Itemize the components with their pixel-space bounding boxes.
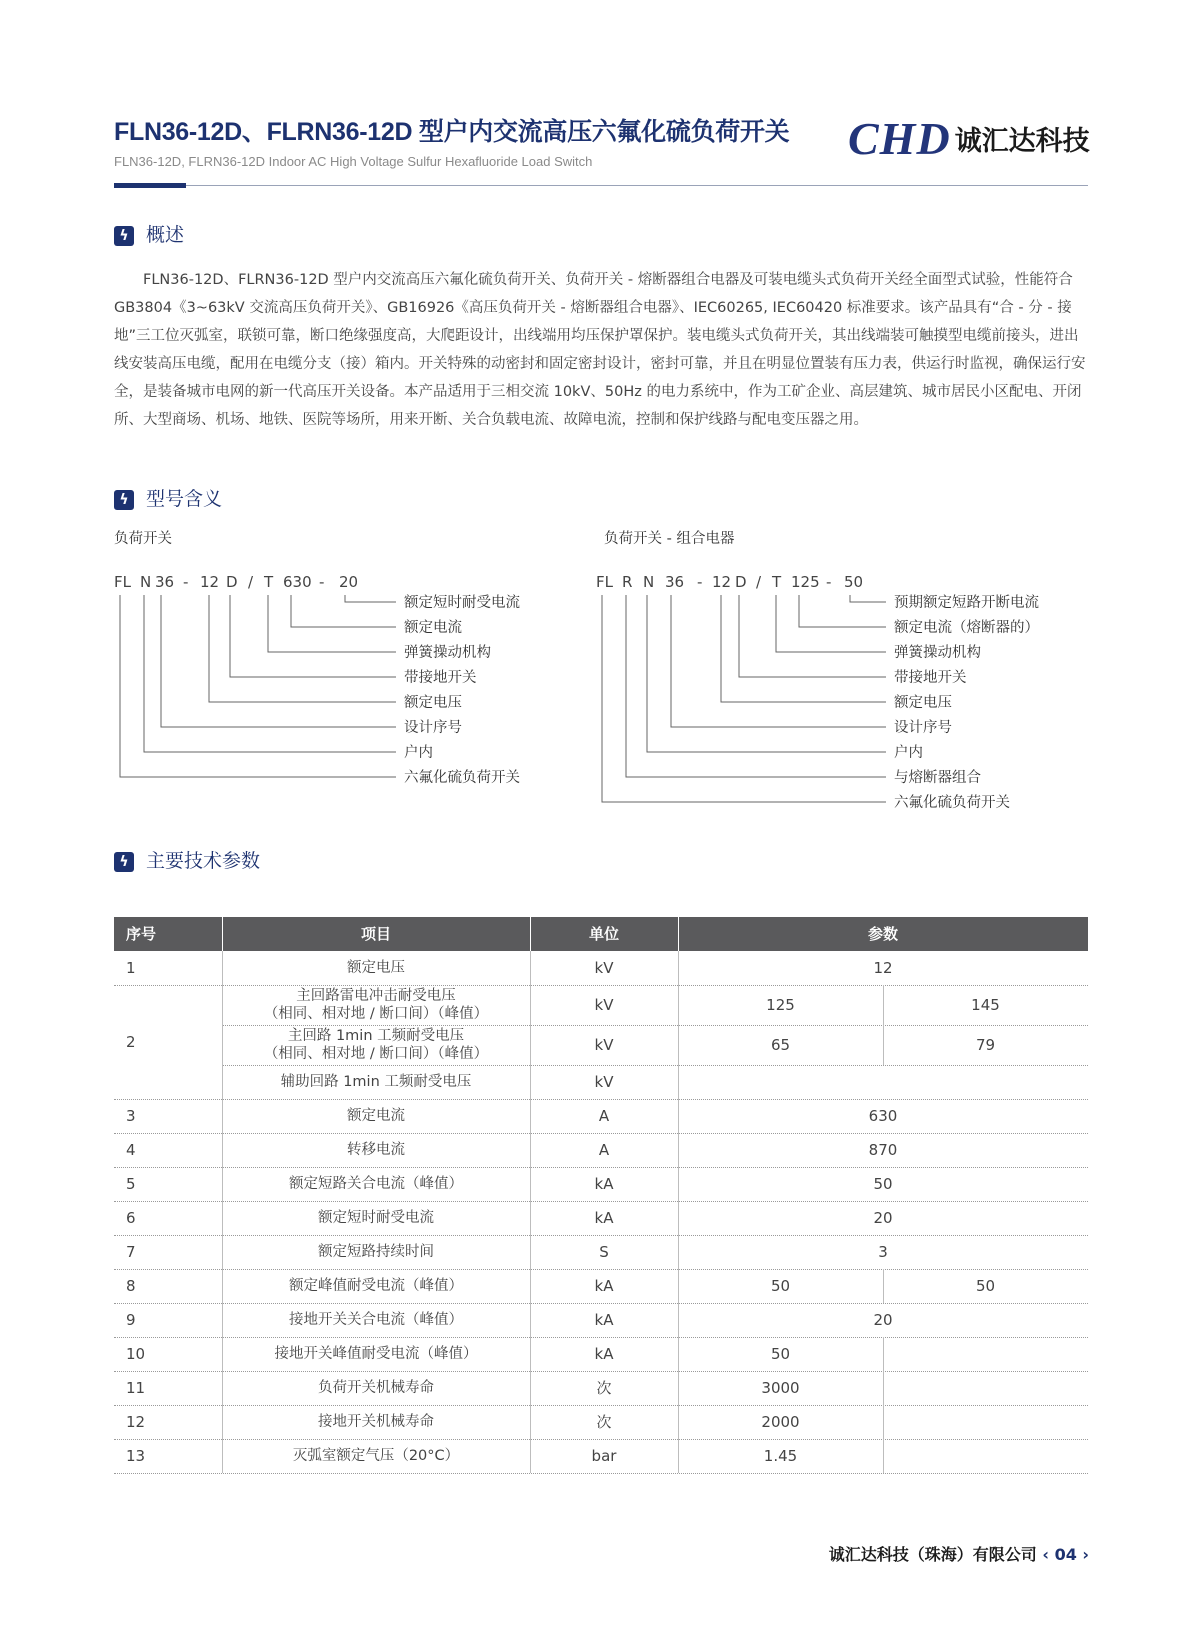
leader-line xyxy=(230,595,396,677)
row-unit: A xyxy=(598,1107,610,1125)
cell-divider xyxy=(883,1405,884,1439)
lightning-icon: ϟ xyxy=(114,852,134,872)
row-item: 主回路雷电冲击耐受电压 （相同、相对地 / 断口间）（峰值） xyxy=(263,988,489,1022)
row-number: 7 xyxy=(126,1243,136,1261)
leader-line xyxy=(721,595,886,702)
row-item: 灭弧室额定气压（20°C） xyxy=(292,1448,460,1464)
row-unit: 次 xyxy=(596,1413,612,1431)
model-meaning-label: 带接地开关 xyxy=(404,670,477,686)
lightning-icon: ϟ xyxy=(114,490,134,510)
model-meaning-label: 弹簧操动机构 xyxy=(404,645,491,661)
model-meaning-label: 弹簧操动机构 xyxy=(894,645,981,661)
leader-line xyxy=(739,595,886,677)
cell-divider xyxy=(883,1337,884,1371)
row-value xyxy=(883,1405,1088,1439)
row-unit: 次 xyxy=(596,1379,612,1397)
row-value: 2000 xyxy=(761,1413,800,1431)
row-value: 12 xyxy=(873,959,893,977)
row-value: 3 xyxy=(878,1243,888,1261)
page-footer xyxy=(829,1542,1089,1565)
row-unit: bar xyxy=(591,1447,617,1465)
row-number: 13 xyxy=(126,1447,146,1465)
model-code-part: 630 xyxy=(283,573,312,591)
table-header xyxy=(114,917,1088,951)
model-meaning-label: 额定电压 xyxy=(894,695,952,711)
cell-divider xyxy=(883,1439,884,1473)
model-meaning-label: 额定电压 xyxy=(404,695,462,711)
model-meaning-label: 六氟化硫负荷开关 xyxy=(894,795,1010,811)
row-unit: kA xyxy=(594,1345,614,1363)
leader-line xyxy=(626,595,886,777)
column-header: 单位 xyxy=(588,925,619,943)
row-item: 额定短路持续时间 xyxy=(318,1244,434,1260)
row-value xyxy=(883,1439,1088,1473)
header-divider xyxy=(678,917,679,951)
leader-line xyxy=(799,595,886,627)
column-divider xyxy=(222,951,223,1473)
row-value: 870 xyxy=(868,1141,898,1159)
leader-line xyxy=(345,595,396,602)
model-code-part: N xyxy=(643,573,655,591)
model-meaning-label: 户内 xyxy=(404,745,433,761)
row-item: 主回路 1min 工频耐受电压 （相同、相对地 / 断口间）（峰值） xyxy=(263,1028,489,1062)
model-code-part: N xyxy=(140,573,152,591)
model-code-part: / xyxy=(248,573,254,591)
model-code-part: D xyxy=(735,573,747,591)
right-diagram-label: 负荷开关 - 组合电器 xyxy=(604,531,735,547)
row-number: 5 xyxy=(126,1175,136,1193)
page-title: FLN36-12D、FLRN36-12D 型户内交流高压六氟化硫负荷开关 xyxy=(114,118,790,146)
cell-divider xyxy=(883,1025,884,1065)
column-header: 参数 xyxy=(867,925,898,943)
leader-line xyxy=(671,595,886,727)
model-meaning-label: 设计序号 xyxy=(404,720,462,736)
header-divider xyxy=(530,917,531,951)
row-item: 接地开关峰值耐受电流（峰值） xyxy=(274,1346,478,1362)
model-code-part: R xyxy=(622,573,633,591)
page-next-icon[interactable]: › xyxy=(1082,1545,1089,1564)
row-unit: kV xyxy=(594,1073,614,1091)
row-value: 65 xyxy=(770,1036,791,1054)
row-number: 6 xyxy=(126,1209,136,1227)
model-code-part: FL xyxy=(596,573,613,591)
row-number: 12 xyxy=(126,1413,146,1431)
leader-line xyxy=(850,595,886,602)
row-item: 接地开关机械寿命 xyxy=(318,1414,434,1430)
model-code-part: - xyxy=(826,573,832,591)
leader-line xyxy=(209,595,396,702)
model-meaning-label: 额定短时耐受电流 xyxy=(404,595,520,611)
row-value: 79 xyxy=(975,1036,996,1054)
row-value xyxy=(883,1337,1088,1371)
model-code-part: 20 xyxy=(339,573,359,591)
page-subtitle: FLN36-12D, FLRN36-12D Indoor AC High Voltage Sulfur Hexafluoride Load Switch xyxy=(114,154,593,169)
model-code-part: 36 xyxy=(665,573,685,591)
model-code-part: - xyxy=(319,573,325,591)
model-code-part: 36 xyxy=(155,573,175,591)
model-code-part: - xyxy=(697,573,703,591)
model-code-part: T xyxy=(772,573,782,591)
model-code-part: FL xyxy=(114,573,131,591)
row-unit: S xyxy=(599,1243,609,1261)
left-diagram-label: 负荷开关 xyxy=(114,531,172,547)
row-number: 11 xyxy=(126,1379,146,1397)
row-item: 转移电流 xyxy=(347,1142,405,1158)
logo-mark: CHD xyxy=(848,113,951,164)
model-code-part: / xyxy=(756,573,762,591)
row-unit: A xyxy=(598,1141,610,1159)
row-value: 3000 xyxy=(761,1379,800,1397)
leader-line xyxy=(291,595,396,627)
row-divider xyxy=(114,1473,1088,1474)
cell-divider xyxy=(883,1371,884,1405)
logo-text: 诚汇达科技 xyxy=(954,126,1090,157)
model-meaning-label: 额定电流 xyxy=(404,620,462,636)
row-value: 125 xyxy=(766,996,795,1014)
row-item: 额定电压 xyxy=(347,960,405,976)
row-item: 额定峰值耐受电流（峰值） xyxy=(289,1278,463,1294)
row-number: 10 xyxy=(126,1345,146,1363)
leader-line xyxy=(776,595,886,652)
model-meaning-label: 设计序号 xyxy=(894,720,952,736)
row-unit: kA xyxy=(594,1209,614,1227)
row-value xyxy=(883,1371,1088,1405)
row-number: 3 xyxy=(126,1107,136,1125)
model-meaning-label: 额定电流（熔断器的） xyxy=(894,620,1039,636)
row-number: 4 xyxy=(126,1141,136,1159)
row-value: 50 xyxy=(770,1277,791,1295)
leader-line xyxy=(161,595,396,727)
header-divider xyxy=(222,917,223,951)
footer-company: 诚汇达科技（珠海）有限公司 xyxy=(828,1545,1037,1564)
model-code-part: T xyxy=(264,573,274,591)
model-meaning-label: 户内 xyxy=(894,745,923,761)
cell-divider xyxy=(883,1269,884,1303)
row-unit: kV xyxy=(594,996,614,1014)
model-code-part: 50 xyxy=(844,573,864,591)
row-value: 50 xyxy=(975,1277,996,1295)
section-title: 概述 xyxy=(146,224,185,246)
row-item: 接地开关关合电流（峰值） xyxy=(289,1312,463,1328)
leader-line xyxy=(602,595,886,802)
row-number: 8 xyxy=(126,1277,136,1295)
row-item: 负荷开关机械寿命 xyxy=(318,1380,434,1396)
row-value: 145 xyxy=(971,996,1000,1014)
row-unit: kA xyxy=(594,1277,614,1295)
model-code-part: 125 xyxy=(791,573,820,591)
row-number: 2 xyxy=(126,1033,136,1051)
overview-text: FLN36-12D、FLRN36-12D 型户内交流高压六氟化硫负荷开关、负荷开关 - 熔断器组合电器及可装电缆头式负荷开关经全面型式试验，性能符合 GB3804《3~63kV 交流高压负荷开关》、GB16926《高压负荷开关 - 熔断器组合电器》、IEC60265, IEC60420 标准要求。该产品具有“合 - 分 - 接地”三工位灭弧室，联锁可靠，断口绝缘强度高，大爬距设计，出线端用均压保护罩保护。装电缆头式负荷开关，其出线端装可触摸型电缆前接头，进出线安装高压电缆，配用在电缆分支（接）箱内。开关特殊的动密封和固定密封设计，密封可靠，并且在明显位置装有压力表，供运行时监视，确保运行安全，是装备城市电网的新一代高压开关设备。本产品适用于三相交流 10kV、50Hz 的电力系统中，作为工矿企业、高层建筑、城市居民小区配电、开闭所、大型商场、机场、地铁、医院等场所，用来开断、关合负载电流、故障电流，控制和保护线路与配电变压器之用。 xyxy=(114,272,1086,428)
row-unit: kV xyxy=(594,1036,614,1054)
row-value xyxy=(678,1065,1088,1099)
row-item: 辅助回路 1min 工频耐受电压 xyxy=(280,1074,472,1090)
row-value: 20 xyxy=(873,1209,893,1227)
model-meaning-label: 预期额定短路开断电流 xyxy=(894,595,1039,611)
row-value: 50 xyxy=(873,1175,893,1193)
row-value: 630 xyxy=(868,1107,898,1125)
leader-line xyxy=(647,595,886,752)
row-value: 20 xyxy=(873,1311,893,1329)
row-number: 1 xyxy=(126,959,136,977)
row-unit: kA xyxy=(594,1175,614,1193)
cell-divider xyxy=(883,985,884,1025)
row-number: 9 xyxy=(126,1311,136,1329)
section-title: 型号含义 xyxy=(146,488,223,510)
model-meaning-label: 六氟化硫负荷开关 xyxy=(404,770,520,786)
row-item: 额定短路关合电流（峰值） xyxy=(289,1176,463,1192)
row-item: 额定短时耐受电流 xyxy=(318,1210,434,1226)
column-divider xyxy=(530,951,531,1473)
column-header: 序号 xyxy=(126,925,157,943)
section-heading-params xyxy=(114,846,260,873)
leader-line xyxy=(144,595,396,752)
page-prev-icon[interactable]: ‹ xyxy=(1042,1545,1049,1564)
row-value: 1.45 xyxy=(763,1447,798,1465)
section-title: 主要技术参数 xyxy=(146,850,261,872)
lightning-icon: ϟ xyxy=(114,226,134,246)
row-unit: kA xyxy=(594,1311,614,1329)
model-meaning-label: 与熔断器组合 xyxy=(894,770,981,786)
model-code-part: 12 xyxy=(200,573,220,591)
row-value: 50 xyxy=(770,1345,791,1363)
leader-line xyxy=(268,595,396,652)
model-code-part: 12 xyxy=(712,573,732,591)
model-code-part: - xyxy=(183,573,189,591)
model-meaning-label: 带接地开关 xyxy=(894,670,967,686)
row-unit: kV xyxy=(594,959,614,977)
page-number: 04 xyxy=(1054,1545,1077,1564)
column-header: 项目 xyxy=(360,925,391,943)
row-item: 额定电流 xyxy=(347,1108,405,1124)
column-divider xyxy=(678,951,679,1473)
model-code-part: D xyxy=(226,573,238,591)
